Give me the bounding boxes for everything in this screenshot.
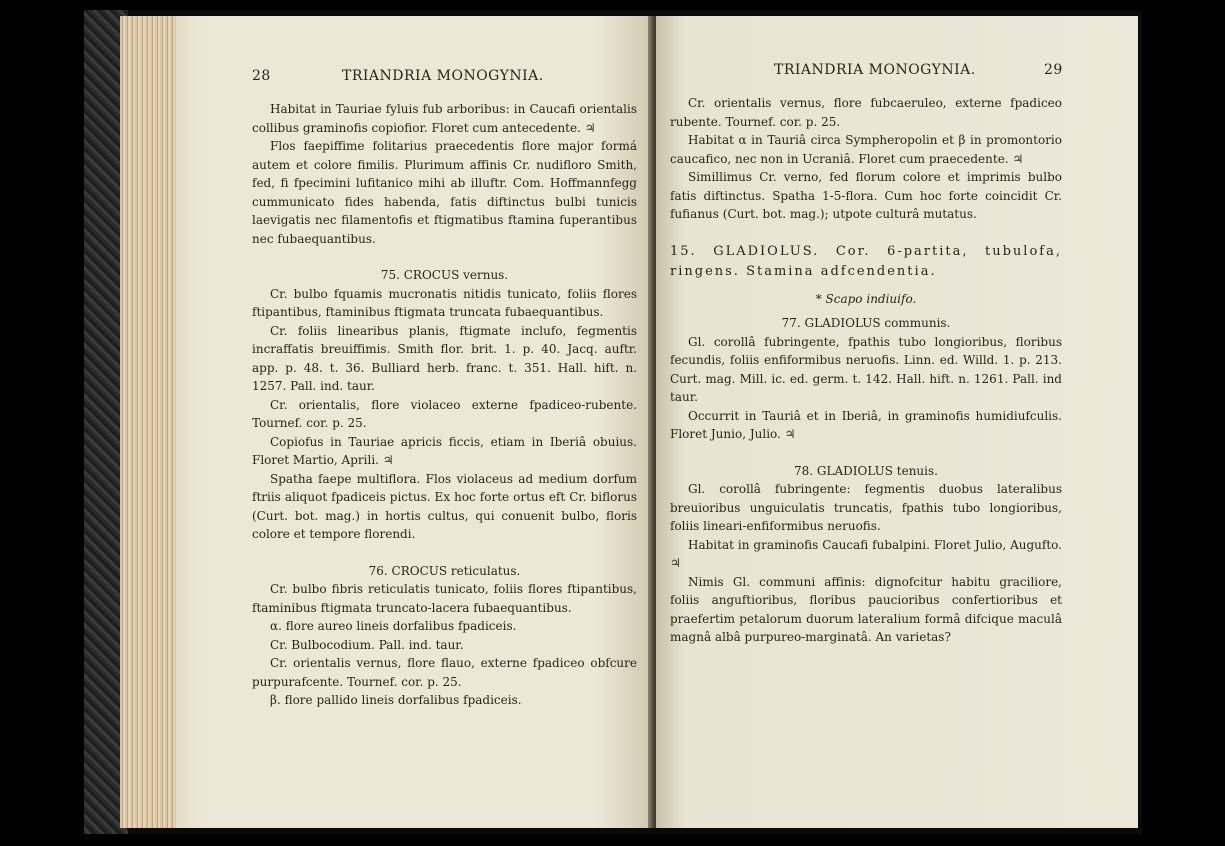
paragraph: Habitat in Tauriae fyluis fub arboribus: in Caucafi orientalis collibus graminofis copiofior. Floret cum antecedente. ♃ <box>252 102 637 135</box>
genus-heading: 15. GLADIOLUS. Cor. 6-partita, tubulofa, ringens. Stamina adfcendentia. <box>670 243 1062 279</box>
paragraph: Cr. bulbo fquamis mucronatis nitidis tunicato, foliis flores ftipantibus, ftaminibus ftigmata truncata fubaequantibus. <box>252 286 637 319</box>
paragraph: α. flore aureo lineis dorfalibus fpadiceis. <box>270 619 517 633</box>
paragraph: Flos faepiffime folitarius praecedentis flore major formá autem et colore fimilis. Plurimum affinis Cr. nudifloro Smith, fed, fi fpecimini lufitanico mihi ab illuftr. Com. Hoffmannfegg cummunicato fides habenda, fatis diftinctus bulbi tunicis laevigatis nec filamentofis et ftigmatibus ftamina fuperantibus nec fubaequantibus. <box>252 139 637 246</box>
right-text-block <box>670 94 1062 647</box>
paragraph: Spatha faepe multiflora. Flos violaceus ad medium dorfum ftriis aliquot fpadiceis pictus. Ex hoc forte ortus eft Cr. biflorus (Curt. bot. mag.) in hortis cultus, qui conuenit bulbo, floris colore et tempore florendi. <box>252 471 637 541</box>
right-running-head: TRIANDRIA MONOGYNIA. <box>774 62 976 78</box>
paragraph: Cr. bulbo fibris reticulatis tunicato, foliis flores ftipantibus, ftaminibus ftigmata truncato-lacera fubaequantibus. <box>252 582 637 615</box>
paragraph: β. flore pallido lineis dorfalibus fpadiceis. <box>270 693 522 707</box>
paragraph: Cr. orientalis vernus, flore flauo, externe fpadiceo obfcure purpurafcente. Tournef. cor. p. 25. <box>252 656 637 689</box>
species-heading: 76. CROCUS reticulatus. <box>368 563 521 578</box>
right-page <box>656 16 1138 828</box>
paragraph: Habitat in graminofis Caucafi fubalpini. Floret Julio, Augufto. ♃ <box>670 537 1062 570</box>
subdivision-heading: * Scapo indiuifo. <box>815 291 917 306</box>
paragraph: Cr. Bulbocodium. Pall. ind. taur. <box>270 637 464 652</box>
paragraph: Cr. orientalis, flore violaceo externe fpadiceo-rubente. Tournef. cor. p. 25. <box>252 397 637 430</box>
paragraph: Occurrit in Tauriâ et in Iberiâ, in graminofis humidiufculis. Floret Junio, Julio. ♃ <box>670 408 1062 441</box>
left-page <box>176 16 654 828</box>
page-edges <box>120 16 180 828</box>
left-text-block <box>252 100 637 710</box>
paragraph: Gl. corollâ fubringente, fpathis tubo longioribus, floribus fecundis, foliis enfiformibus neruofis. Linn. ed. Willd. 1. p. 213. Curt. mag. Mill. ic. ed. germ. t. 142. Hall. hift. n. 1261. Pall. ind taur. <box>670 334 1062 404</box>
left-page-number: 28 <box>252 68 271 84</box>
paragraph: Gl. corollâ fubringente: fegmentis duobus lateralibus breuioribus unguiculatis truncatis, fpathis tubo longioribus, foliis lineari-enfiformibus neruofis. <box>670 482 1062 533</box>
paragraph: Nimis Gl. communi affinis: dignofcitur habitu graciliore, foliis anguftioribus, floribus paucioribus confertioribus et praefertim petalorum duorum lateralium formâ difcique maculâ magnâ albâ purpureo-marginatâ. An varietas? <box>670 574 1062 644</box>
species-heading: 78. GLADIOLUS tenuis. <box>794 463 938 478</box>
species-heading: 75. CROCUS vernus. <box>380 268 509 282</box>
paragraph: Cr. orientalis vernus, flore fubcaeruleo, externe fpadiceo rubente. Tournef. cor. p. 25. <box>670 96 1062 129</box>
paragraph: Simillimus Cr. verno, fed florum colore et imprimis bulbo fatis diftinctus. Spatha 1-5-flora. Cum hoc forte coincidit Cr. fufianus (Curt. bot. mag.); utpote culturâ mutatus. <box>670 170 1062 221</box>
paragraph: Habitat α in Tauriâ circa Sympheropolin et β in promontorio caucafico, nec non in Ucraniâ. Floret cum praecedente. ♃ <box>670 133 1062 166</box>
paragraph: Copiofus in Tauriae apricis ficcis, etiam in Iberiâ obuius. Floret Martio, Aprili. ♃ <box>252 434 637 467</box>
paragraph: Cr. foliis linearibus planis, ftigmate inclufo, fegmentis incraffatis breuiffimis. Smith flor. brit. 1. p. 40. Jacq. auftr. app. p. 48. t. 36. Bulliard herb. franc. t. 351. Hall. hift. n. 1257. Pall. ind. taur. <box>252 323 637 393</box>
left-running-head: TRIANDRIA MONOGYNIA. <box>342 68 544 84</box>
right-page-number: 29 <box>1044 62 1063 78</box>
species-heading: 77. GLADIOLUS communis. <box>781 316 951 330</box>
